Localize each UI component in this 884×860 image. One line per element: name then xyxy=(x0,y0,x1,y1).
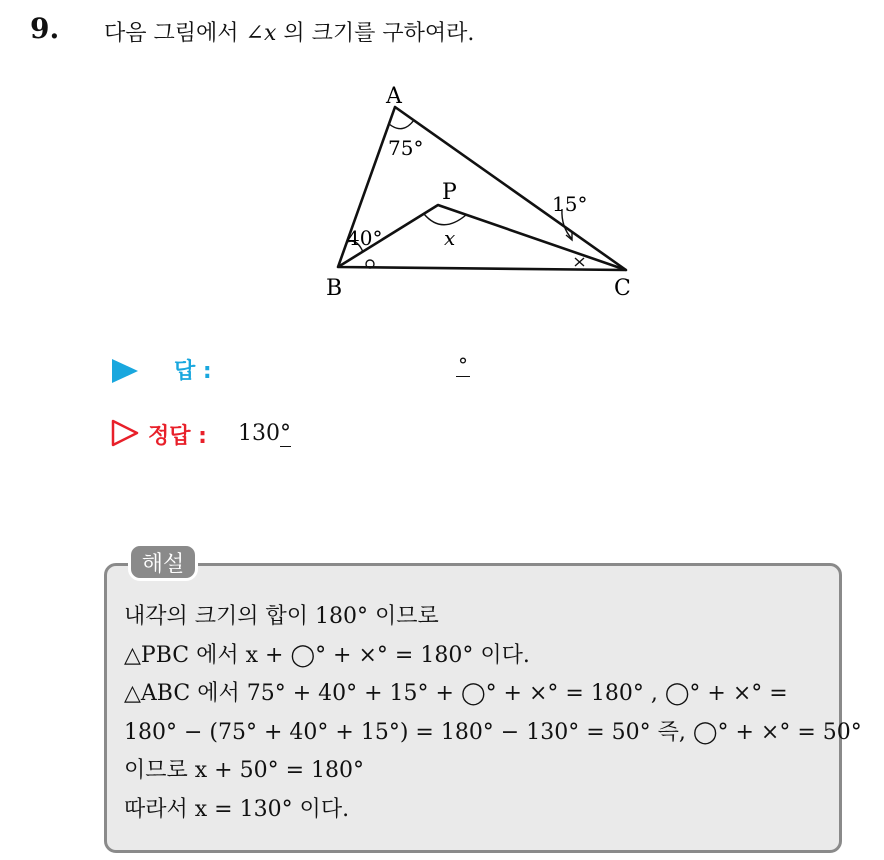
solution-line: 이므로 x + 50° = 180° xyxy=(124,758,364,783)
solution-line: △ABC 에서 75° + 40° + 15° + ◯° + ×° = 180° , ◯° + ×° = xyxy=(124,681,788,706)
label-b: B xyxy=(326,276,343,301)
correct-answer-unit: ° xyxy=(280,421,291,446)
label-c: C xyxy=(614,276,631,301)
angle-a-label: 75° xyxy=(388,136,424,160)
question-variable: x xyxy=(263,21,277,46)
angle-p-label: x xyxy=(444,226,456,250)
play-arrow-icon xyxy=(110,358,140,384)
question-text xyxy=(104,16,474,47)
correct-answer-label: 정답 : xyxy=(148,424,207,449)
solution-tab: 해설 xyxy=(128,543,198,581)
question-number: 9. xyxy=(30,12,60,45)
angle-b-label: 40° xyxy=(347,226,383,250)
angle-arc-p xyxy=(424,214,466,225)
answer-label: 답 : xyxy=(174,359,212,384)
solution-line: △PBC 에서 x + ◯° + ×° = 180° 이다. xyxy=(124,642,530,668)
angle-arc-a xyxy=(389,120,414,129)
outline-arrow-icon xyxy=(110,419,140,447)
triangle-figure xyxy=(300,75,660,315)
answer-blank[interactable]: ° xyxy=(458,353,468,377)
label-p: P xyxy=(442,180,457,205)
solution-line: 180° − (75° + 40° + 15°) = 180° − 130° = 50° 즉, ◯° + ×° = 50° xyxy=(124,719,862,745)
label-a: A xyxy=(386,84,402,109)
cross-mark-icon xyxy=(575,258,584,266)
question-text-before: 다음 그림에서 ∠ xyxy=(104,21,264,46)
angle-c-label: 15° xyxy=(552,192,588,216)
solution-line: 내각의 크기의 합이 180° 이므로 xyxy=(124,604,439,629)
question-text-after: 의 크기를 구하여라. xyxy=(276,21,475,46)
solution-line: 따라서 x = 130° 이다. xyxy=(124,796,350,822)
correct-answer-number: 130 xyxy=(238,421,280,446)
solution-text xyxy=(124,598,862,829)
correct-answer-value xyxy=(238,421,291,446)
